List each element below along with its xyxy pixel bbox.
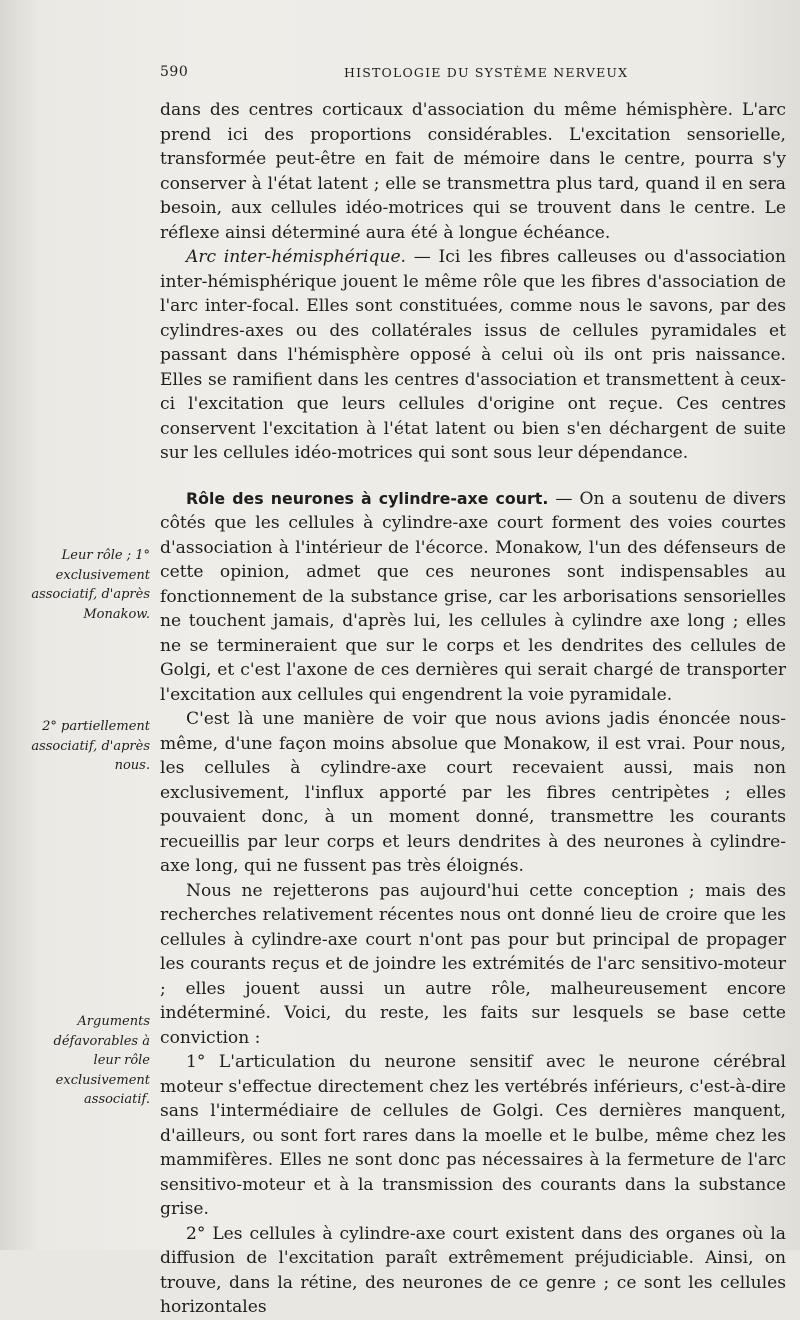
- running-header: [0, 64, 800, 84]
- body-text: [160, 98, 786, 1320]
- paragraph: [160, 487, 786, 708]
- margin-note: Arguments défavorables à leur rôle exclusivement associatif.: [53, 1014, 150, 1107]
- paragraph-text: — Ici les fibres calleuses ou d'association inter-hémisphérique jouent le même rôle que les fibres d'association de l'arc inter-focal. Elles sont constituées, comme nous le savons, par des cylindres-axes ou des collatérales issus de cellules pyramidales et passant dans l'hémisphère opposé à celui où ils ont pris naissance. Elles se ramifient dans les centres d'association et transmettent à ceux-ci l'excitation que leurs cellules d'origine ont reçue. Ces centres conservent l'excitation à l'état latent ou bien s'en déchargent de suite sur les cellules idéo-motrices qui sont sous leur dépendance.: [160, 247, 786, 463]
- running-title: HISTOLOGIE DU SYSTÈME NERVEUX: [344, 65, 629, 80]
- paragraph: [160, 245, 786, 466]
- margin-note: 2° partiellement associatif, d'après nous.: [31, 719, 150, 773]
- paragraph: Nous ne rejetterons pas aujourd'hui cette conception ; mais des recherches relativement récentes nous ont donné lieu de croire que les cellules à cylindre-axe court n'ont pas pour but principal de propager les courants reçus et de joindre les extrémités de l'arc sensitivo-moteur ; elles jouent aussi un autre rôle, malheureusement encore indéterminé. Voici, du reste, les faits sur lesquels se base cette conviction :: [160, 880, 786, 1048]
- paragraph-text: — On a soutenu de divers côtés que les cellules à cylindre-axe court forment des voies courtes d'association à l'intérieur de l'écorce. Monakow, l'un des défenseurs de cette opinion, admet que ces neurones sont indispensables au fonctionnement de la substance grise, car les arborisations sensorielles ne touchent jamais, d'après lui, les cellules à cylindre axe long ; elles ne se termineraient que sur le corps et les dendrites des cellules de Golgi, et c'est l'axone de ces dernières qui serait chargé de transporter l'excitation aux cellules qui engendrent la voie pyramidale.: [160, 488, 786, 705]
- page-number: 590: [160, 64, 189, 80]
- paragraph: 1° L'articulation du neurone sensitif avec le neurone cérébral moteur s'effectue directement chez les vertébrés inférieurs, c'est-à-dire sans l'intermédiaire de cellules de Golgi. Ces dernières manquent, d'ailleurs, ou sont fort rares dans la moelle et le bulbe, même chez les mammifères. Elles ne sont donc pas nécessaires à la fermeture de l'arc sensitivo-moteur et à la transmission des courants dans la substance grise.: [160, 1052, 786, 1219]
- paragraph: 2° Les cellules à cylindre-axe court existent dans des organes où la diffusion de l'excitation paraît extrêmement préjudiciable. Ainsi, on trouve, dans la rétine, des neurones de ce genre ; ce sont les cellules horizontales: [160, 1223, 786, 1317]
- paragraph-heading: Arc inter-hémisphérique.: [186, 247, 406, 267]
- section-heading: Rôle des neurones à cylindre-axe court.: [186, 488, 549, 508]
- paragraph: C'est là une manière de voir que nous avions jadis énoncée nous-même, d'une façon moins absolue que Monakow, il est vrai. Pour nous, les cellules à cylindre-axe court recevaient aussi, mais non exclusivement, l'influx apporté par les fibres centripètes ; elles pouvaient donc, à un moment donné, transmettre les courants recueillis par leur corps et leurs dendrites à des neurones à cylindre-axe long, qui ne fussent pas très éloignés.: [160, 709, 786, 876]
- paragraph: dans des centres corticaux d'association du même hémisphère. L'arc prend ici des proportions considérables. L'excitation sensorielle, transformée peut-être en fait de mémoire dans le centre, pourra s'y conserver à l'état latent ; elle se transmettra plus tard, quand il en sera besoin, aux cellules idéo-motrices qui se trouvent dans le centre. Le réflexe ainsi déterminé aura été à longue échéance.: [160, 100, 786, 243]
- margin-note: Leur rôle ; 1° exclusivement associatif, d'après Monakow.: [31, 548, 150, 622]
